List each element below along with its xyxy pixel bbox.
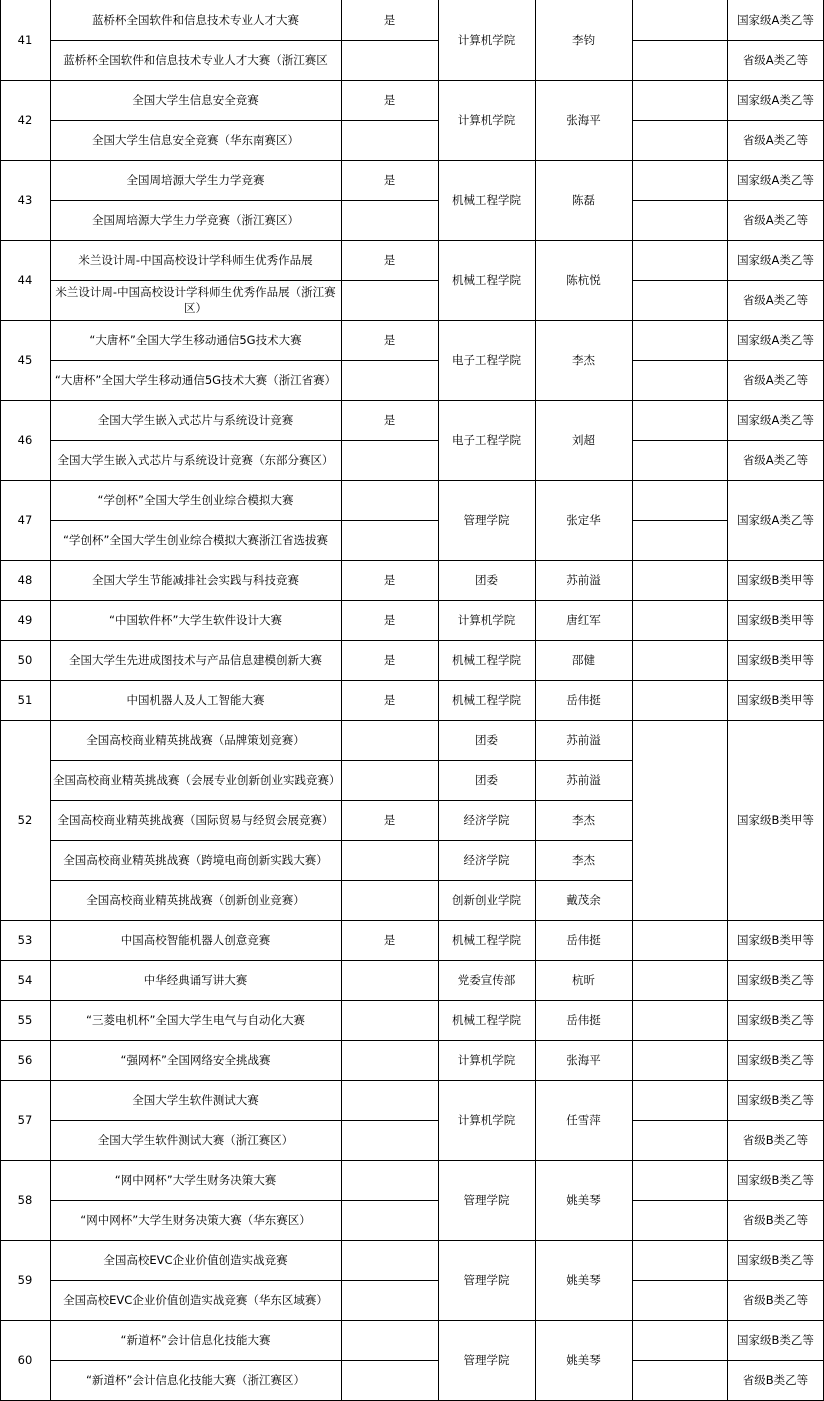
competition-level: 省级B类乙等 [742,1373,809,1387]
row-border [727,1280,824,1281]
organizing-unit: 机械工程学院 [452,1013,521,1027]
competition-name: 全国大学生先进成图技术与产品信息建模创新大赛 [69,653,322,667]
competition-level: 国家级A类乙等 [737,93,814,107]
row-border [727,120,824,121]
person-in-charge: 岳伟挺 [566,693,601,707]
organizing-unit: 管理学院 [463,1273,510,1287]
row-border [727,1200,824,1201]
competition-level: 国家级A类乙等 [737,333,814,347]
organizing-unit: 团委 [475,573,498,587]
row-number: 55 [17,1013,33,1027]
row-border [632,440,727,441]
competition-name: 全国大学生嵌入式芯片与系统设计竞赛 [97,413,294,427]
competition-level: 国家级A类乙等 [737,513,814,527]
row-border [50,1200,438,1201]
column-border [438,0,439,1401]
row-border [632,520,727,521]
competition-name: 全国周培源大学生力学竞赛 [126,173,265,187]
person-in-charge: 陈磊 [572,193,595,207]
person-in-charge: 刘超 [572,433,595,447]
person-in-charge: 李杰 [572,813,595,827]
competition-name: 全国高校商业精英挑战赛（创新创业竞赛） [86,893,305,907]
competition-name: 全国高校EVC企业价值创造实战竞赛 [103,1253,288,1267]
competition-name: 蓝桥杯全国软件和信息技术专业人才大赛（浙江赛区 [63,53,328,67]
row-number: 57 [17,1113,33,1127]
column-border [50,0,51,1401]
competition-name: “强网杯”全国网络安全挑战赛 [120,1053,271,1067]
key-competition-flag: 是 [383,653,396,667]
row-border [727,360,824,361]
row-border [632,1360,727,1361]
competition-level: 国家级A类乙等 [737,253,814,267]
competition-level: 省级B类乙等 [742,1213,809,1227]
person-in-charge: 姚美琴 [566,1193,601,1207]
person-in-charge: 苏前溢 [566,573,601,587]
organizing-unit: 管理学院 [463,513,510,527]
competition-name: 全国大学生软件测试大赛（浙江赛区） [97,1133,294,1147]
row-border [50,1120,438,1121]
competition-name: 全国大学生嵌入式芯片与系统设计竞赛（东部分赛区） [57,453,334,467]
person-in-charge: 姚美琴 [566,1273,601,1287]
competition-name: “三菱电机杯”全国大学生电气与自动化大赛 [86,1013,305,1027]
row-number: 41 [17,33,33,47]
key-competition-flag: 是 [383,93,396,107]
row-number: 44 [17,273,33,287]
person-in-charge: 张海平 [566,113,601,127]
key-competition-flag: 是 [383,693,396,707]
column-border [535,0,536,1401]
person-in-charge: 李钧 [572,33,595,47]
person-in-charge: 张海平 [566,1053,601,1067]
column-border [727,0,728,1401]
competition-name: “大唐杯”全国大学生移动通信5G技术大赛 [89,333,302,347]
competition-level: 省级B类乙等 [742,1133,809,1147]
row-number: 49 [17,613,33,627]
competition-name: 中国机器人及人工智能大赛 [126,693,265,707]
competition-name: 中国高校智能机器人创意竞赛 [120,933,271,947]
competition-level: 省级A类乙等 [742,373,809,387]
competition-level: 省级A类乙等 [742,293,809,307]
competition-level: 国家级A类乙等 [737,173,814,187]
competition-level: 省级A类乙等 [742,133,809,147]
person-in-charge: 戴茂余 [566,893,601,907]
row-number: 56 [17,1053,33,1067]
competition-level: 省级A类乙等 [742,53,809,67]
organizing-unit: 电子工程学院 [452,353,521,367]
organizing-unit: 管理学院 [463,1353,510,1367]
row-border [50,200,438,201]
key-competition-flag: 是 [383,613,396,627]
organizing-unit: 计算机学院 [457,1113,516,1127]
column-border [632,0,633,1401]
competition-name: 米兰设计周-中国高校设计学科师生优秀作品展（浙江赛区） [55,285,336,315]
row-border [632,1120,727,1121]
competition-name: “学创杯”全国大学生创业综合模拟大赛浙江省选拔赛 [63,533,328,547]
row-number: 45 [17,353,33,367]
organizing-unit: 机械工程学院 [452,653,521,667]
competition-level: 国家级B类乙等 [737,1253,814,1267]
competition-name: 全国高校商业精英挑战赛（国际贸易与经贸会展竞赛） [57,813,334,827]
person-in-charge: 苏前溢 [566,773,601,787]
organizing-unit: 计算机学院 [457,1053,516,1067]
organizing-unit: 机械工程学院 [452,273,521,287]
competition-name: “网中网杯”大学生财务决策大赛 [114,1173,277,1187]
organizing-unit: 经济学院 [463,853,510,867]
key-competition-flag: 是 [383,413,396,427]
competition-name: “网中网杯”大学生财务决策大赛（华东赛区） [80,1213,311,1227]
competition-name: “大唐杯”全国大学生移动通信5G技术大赛（浙江省赛） [54,373,337,387]
competition-name: 米兰设计周-中国高校设计学科师生优秀作品展 [78,253,313,267]
organizing-unit: 党委宣传部 [457,973,516,987]
competition-name: “新道杯”会计信息化技能大赛 [120,1333,271,1347]
competition-level: 国家级B类乙等 [737,973,814,987]
competition-level: 国家级B类甲等 [737,693,814,707]
row-number: 54 [17,973,33,987]
competition-level: 国家级A类乙等 [737,413,814,427]
organizing-unit: 计算机学院 [457,613,516,627]
row-number: 58 [17,1193,33,1207]
competition-level: 国家级B类乙等 [737,1053,814,1067]
organizing-unit: 机械工程学院 [452,933,521,947]
organizing-unit: 团委 [475,773,498,787]
competition-name: 全国高校商业精英挑战赛（会展专业创新创业实践竞赛） [53,773,341,787]
person-in-charge: 任雪萍 [566,1113,601,1127]
competition-level: 省级A类乙等 [742,213,809,227]
row-border [632,120,727,121]
competition-level: 国家级B类甲等 [737,813,814,827]
competition-name: 全国高校EVC企业价值创造实战竞赛（华东区域赛） [63,1293,328,1307]
key-competition-flag: 是 [383,933,396,947]
row-number: 50 [17,653,33,667]
competition-name: 全国周培源大学生力学竞赛（浙江赛区） [92,213,299,227]
row-border [50,280,438,281]
row-border [50,440,438,441]
column-border [0,0,1,1401]
competition-level: 国家级B类乙等 [737,1013,814,1027]
organizing-unit: 经济学院 [463,813,510,827]
organizing-unit: 电子工程学院 [452,433,521,447]
competition-level: 国家级B类乙等 [737,1333,814,1347]
organizing-unit: 机械工程学院 [452,193,521,207]
row-number: 53 [17,933,33,947]
row-number: 51 [17,693,33,707]
row-border [632,200,727,201]
row-border [632,360,727,361]
key-competition-flag: 是 [383,173,396,187]
competition-level: 省级B类乙等 [742,1293,809,1307]
person-in-charge: 邵健 [572,653,595,667]
key-competition-flag: 是 [383,333,396,347]
competition-name: 蓝桥杯全国软件和信息技术专业人才大赛 [92,13,299,27]
person-in-charge: 李杰 [572,853,595,867]
organizing-unit: 机械工程学院 [452,693,521,707]
row-border [727,1360,824,1361]
organizing-unit: 团委 [475,733,498,747]
key-competition-flag: 是 [383,253,396,267]
person-in-charge: 杭昕 [572,973,595,987]
row-border [50,120,438,121]
competition-level: 国家级B类乙等 [737,1173,814,1187]
competition-level: 国家级A类乙等 [737,13,814,27]
competition-level: 国家级B类甲等 [737,933,814,947]
row-border [727,40,824,41]
row-number: 60 [17,1353,33,1367]
competition-level: 省级A类乙等 [742,453,809,467]
competition-name: “学创杯”全国大学生创业综合模拟大赛 [97,493,294,507]
organizing-unit: 管理学院 [463,1193,510,1207]
competition-level: 国家级B类乙等 [737,1093,814,1107]
person-in-charge: 李杰 [572,353,595,367]
key-competition-flag: 是 [383,573,396,587]
row-number: 42 [17,113,33,127]
row-number: 46 [17,433,33,447]
competition-name: 全国高校商业精英挑战赛（品牌策划竞赛） [86,733,305,747]
row-number: 48 [17,573,33,587]
row-number: 43 [17,193,33,207]
competition-name: 全国大学生软件测试大赛 [132,1093,259,1107]
row-border [50,1280,438,1281]
key-competition-flag: 是 [383,13,396,27]
person-in-charge: 苏前溢 [566,733,601,747]
row-border [727,280,824,281]
row-border [632,1280,727,1281]
competition-name: 全国大学生信息安全竞赛 [132,93,259,107]
competition-name: 全国大学生信息安全竞赛（华东南赛区） [92,133,299,147]
row-number: 47 [17,513,33,527]
competition-name: “中国软件杯”大学生软件设计大赛 [109,613,282,627]
organizing-unit: 计算机学院 [457,113,516,127]
organizing-unit: 创新创业学院 [452,893,521,907]
row-border [632,40,727,41]
row-border [50,360,438,361]
column-border [341,0,342,1401]
row-border [727,1120,824,1121]
row-border [632,1200,727,1201]
competition-level: 国家级B类甲等 [737,653,814,667]
competition-level: 国家级B类甲等 [737,613,814,627]
person-in-charge: 岳伟挺 [566,933,601,947]
person-in-charge: 张定华 [566,513,601,527]
row-border [632,280,727,281]
row-border [50,40,438,41]
row-border [727,440,824,441]
competition-name: 全国高校商业精英挑战赛（跨境电商创新实践大赛） [63,853,328,867]
row-number: 59 [17,1273,33,1287]
competition-name: 全国大学生节能减排社会实践与科技竞赛 [92,573,299,587]
organizing-unit: 计算机学院 [457,33,516,47]
competition-level: 国家级B类甲等 [737,573,814,587]
person-in-charge: 陈杭悦 [566,273,601,287]
key-competition-flag: 是 [383,813,396,827]
person-in-charge: 姚美琴 [566,1353,601,1367]
row-number: 52 [17,813,33,827]
person-in-charge: 岳伟挺 [566,1013,601,1027]
competition-name: “新道杯”会计信息化技能大赛（浙江赛区） [86,1373,305,1387]
row-border [50,520,438,521]
row-border [50,1360,438,1361]
competition-name: 中华经典诵写讲大赛 [143,973,248,987]
row-border [727,200,824,201]
person-in-charge: 唐红军 [566,613,601,627]
